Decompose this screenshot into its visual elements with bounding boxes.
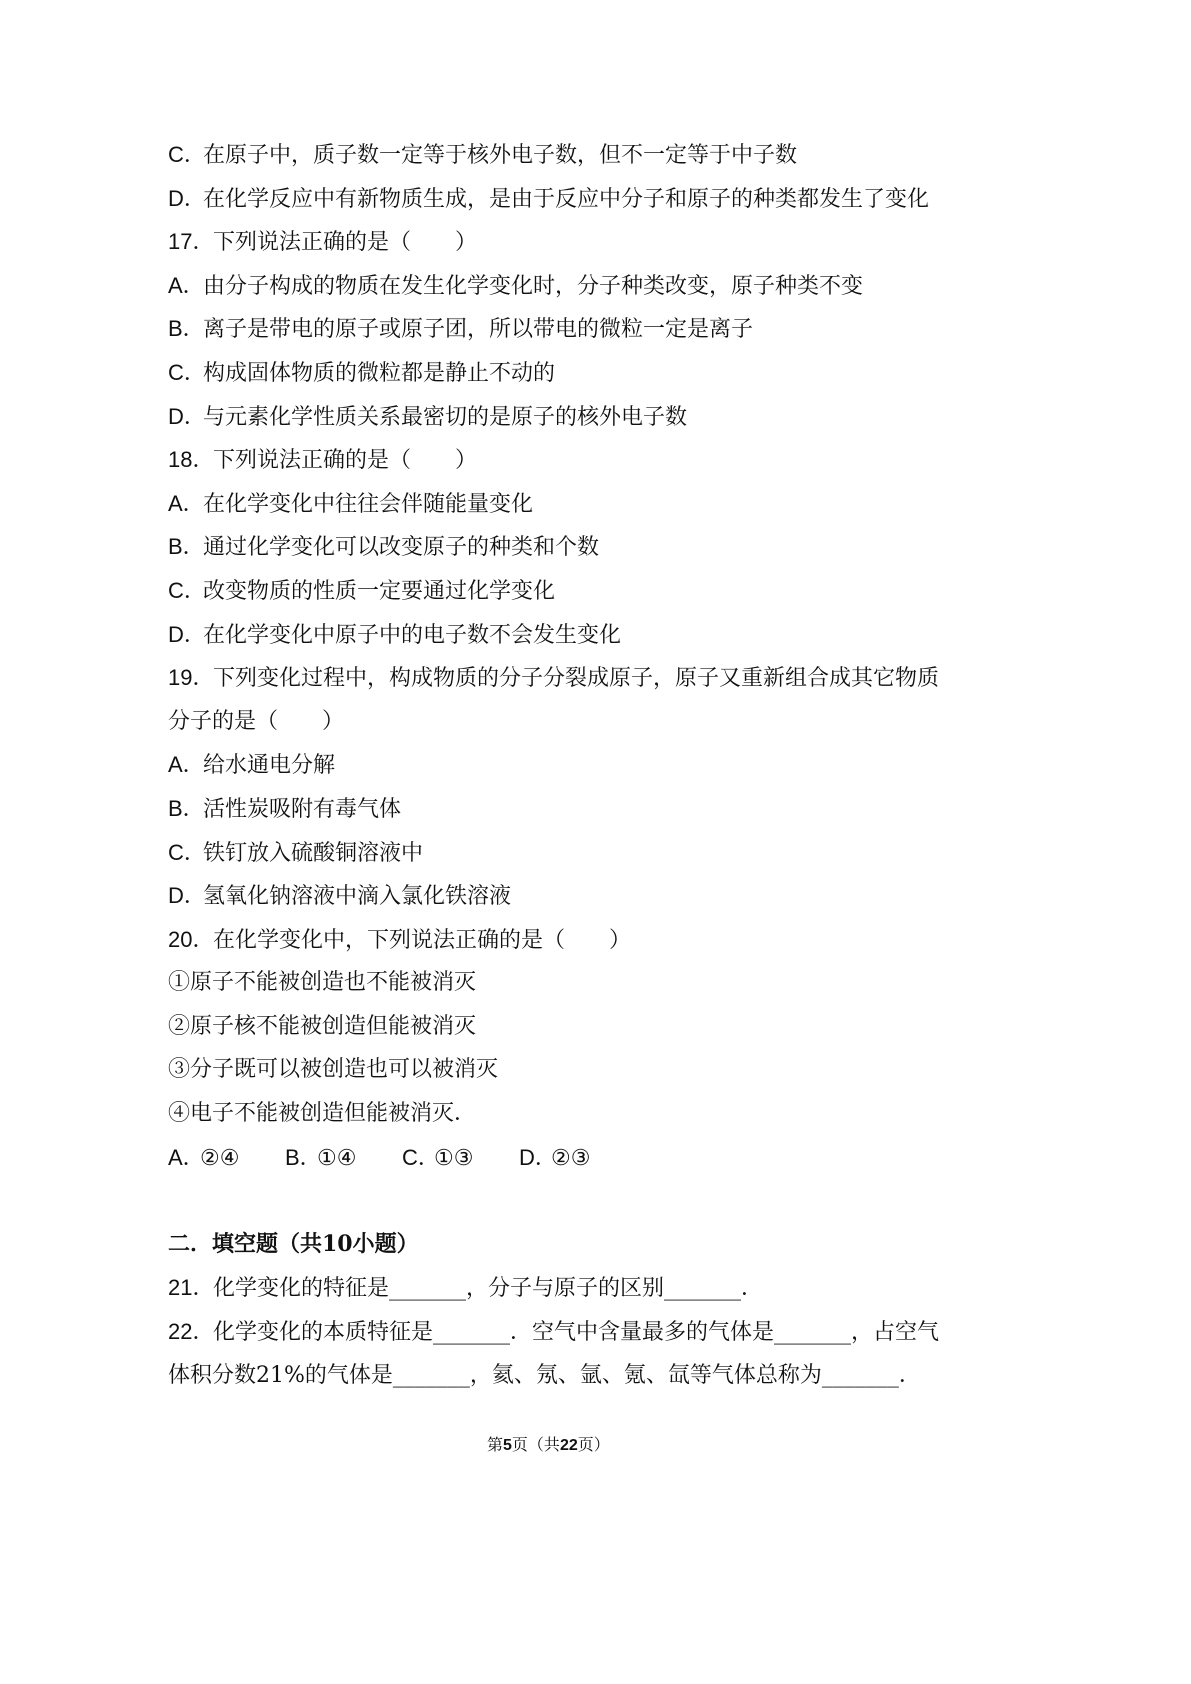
q20-statement-2: ②原子核不能被创造但能被消灭 [168, 1013, 477, 1039]
q18-option-c [168, 569, 968, 613]
q17-option-d [168, 395, 968, 439]
q22-line1 [168, 1310, 968, 1354]
q20-statement-3: ③分子既可以被创造也可以被消灭 [168, 1057, 499, 1083]
q19-stem-line1 [168, 656, 968, 700]
q20-option-c [402, 1136, 519, 1181]
footer-total-pages: 22 [559, 1437, 578, 1454]
q20-stem [168, 918, 968, 962]
option-label: C． [168, 359, 206, 385]
question-stem-continued: 分子的是（ ） [168, 708, 345, 734]
option-text: 在化学反应中有新物质生成，是由于反应中分子和原子的种类都发生了变化 [203, 186, 930, 212]
footer-page-number: 5 [503, 1437, 512, 1454]
q16-option-d [168, 177, 968, 221]
q18-option-a [168, 482, 968, 526]
option-label: D． [168, 403, 206, 429]
option-label: D． [168, 883, 206, 909]
question-text-continued: 体积分数21%的气体是_______，氦、氖、氩、氪、氙等气体总称为_______． [168, 1362, 921, 1388]
option-text: 改变物质的性质一定要通过化学变化 [203, 578, 556, 604]
option-label: A． [168, 490, 205, 516]
question-stem: 下列说法正确的是（ ） [213, 230, 478, 256]
document-body [168, 133, 968, 1397]
question-number: 19． [168, 665, 215, 691]
q20-option-d [519, 1136, 636, 1181]
q20-option-b [285, 1136, 402, 1181]
option-text: 铁钉放入硫酸铜溶液中 [203, 840, 424, 866]
question-stem: 下列说法正确的是（ ） [213, 448, 478, 474]
option-label: B． [285, 1144, 322, 1170]
option-text: 通过化学变化可以改变原子的种类和个数 [203, 535, 600, 561]
option-text: 离子是带电的原子或原子团，所以带电的微粒一定是离子 [203, 317, 754, 343]
question-number: 21． [168, 1275, 215, 1301]
option-text: ②③ [551, 1145, 591, 1171]
option-label: B． [168, 795, 205, 821]
option-label: C． [168, 839, 206, 865]
option-label: B． [168, 316, 205, 342]
q18-stem [168, 438, 968, 482]
q20-options [168, 1136, 968, 1180]
section-spacer [168, 1179, 968, 1223]
question-number: 17． [168, 229, 215, 255]
option-text: 活性炭吸附有毒气体 [203, 796, 402, 822]
option-text: 构成固体物质的微粒都是静止不动的 [203, 360, 556, 386]
option-text: ①③ [434, 1145, 474, 1171]
page-footer [487, 1432, 610, 1459]
option-label: A． [168, 1144, 205, 1170]
option-label: A． [168, 752, 205, 778]
q20-statement-4: ④电子不能被创造但能被消灭． [168, 1101, 477, 1127]
q17-option-c [168, 351, 968, 395]
question-number: 18． [168, 447, 215, 473]
q19-stem-line2 [168, 700, 968, 744]
option-text: ②④ [200, 1145, 240, 1171]
option-label: C． [168, 577, 206, 603]
q17-stem [168, 220, 968, 264]
option-label: B． [168, 534, 205, 560]
q20-statement-1: ①原子不能被创造也不能被消灭 [168, 970, 477, 996]
footer-middle: 页（共 [511, 1435, 560, 1454]
option-text: ①④ [317, 1145, 357, 1171]
question-text: 化学变化的特征是_______，分子与原子的区别_______． [213, 1276, 764, 1302]
question-number: 20． [168, 926, 215, 952]
option-text: 在化学变化中原子中的电子数不会发生变化 [203, 622, 622, 648]
q18-option-b [168, 525, 968, 569]
option-label: D． [168, 185, 206, 211]
question-number: 22． [168, 1319, 215, 1345]
q21 [168, 1266, 968, 1310]
q17-option-a [168, 264, 968, 308]
option-text: 在原子中，质子数一定等于核外电子数，但不一定等于中子数 [203, 143, 798, 168]
q19-option-a [168, 743, 968, 787]
option-text: 由分子构成的物质在发生化学变化时，分子种类改变，原子种类不变 [203, 273, 864, 299]
q18-option-d [168, 613, 968, 657]
option-label: C． [402, 1144, 440, 1170]
option-text: 给水通电分解 [203, 753, 336, 779]
option-label: D． [519, 1144, 557, 1170]
q20-option-a [168, 1136, 285, 1181]
footer-suffix: 页） [577, 1435, 610, 1454]
q19-option-c [168, 831, 968, 875]
question-text: 化学变化的本质特征是_______．空气中含量最多的气体是_______，占空气 [213, 1320, 940, 1346]
q22-line2 [168, 1354, 968, 1398]
q17-option-b [168, 307, 968, 351]
option-label: C． [168, 142, 206, 167]
section-heading: 二．填空题（共10小题） [168, 1230, 419, 1257]
question-stem: 下列变化过程中，构成物质的分子分裂成原子，原子又重新组合成其它物质 [213, 666, 940, 692]
q16-option-c [168, 133, 968, 177]
q19-option-b [168, 787, 968, 831]
q19-option-d [168, 874, 968, 918]
option-text: 在化学变化中往往会伴随能量变化 [203, 491, 534, 517]
option-label: D． [168, 621, 206, 647]
footer-prefix: 第 [487, 1435, 504, 1454]
question-stem: 在化学变化中，下列说法正确的是（ ） [213, 927, 632, 953]
option-text: 与元素化学性质关系最密切的是原子的核外电子数 [203, 404, 688, 430]
option-label: A． [168, 272, 205, 298]
option-text: 氢氧化钠溶液中滴入氯化铁溶液 [203, 884, 512, 910]
